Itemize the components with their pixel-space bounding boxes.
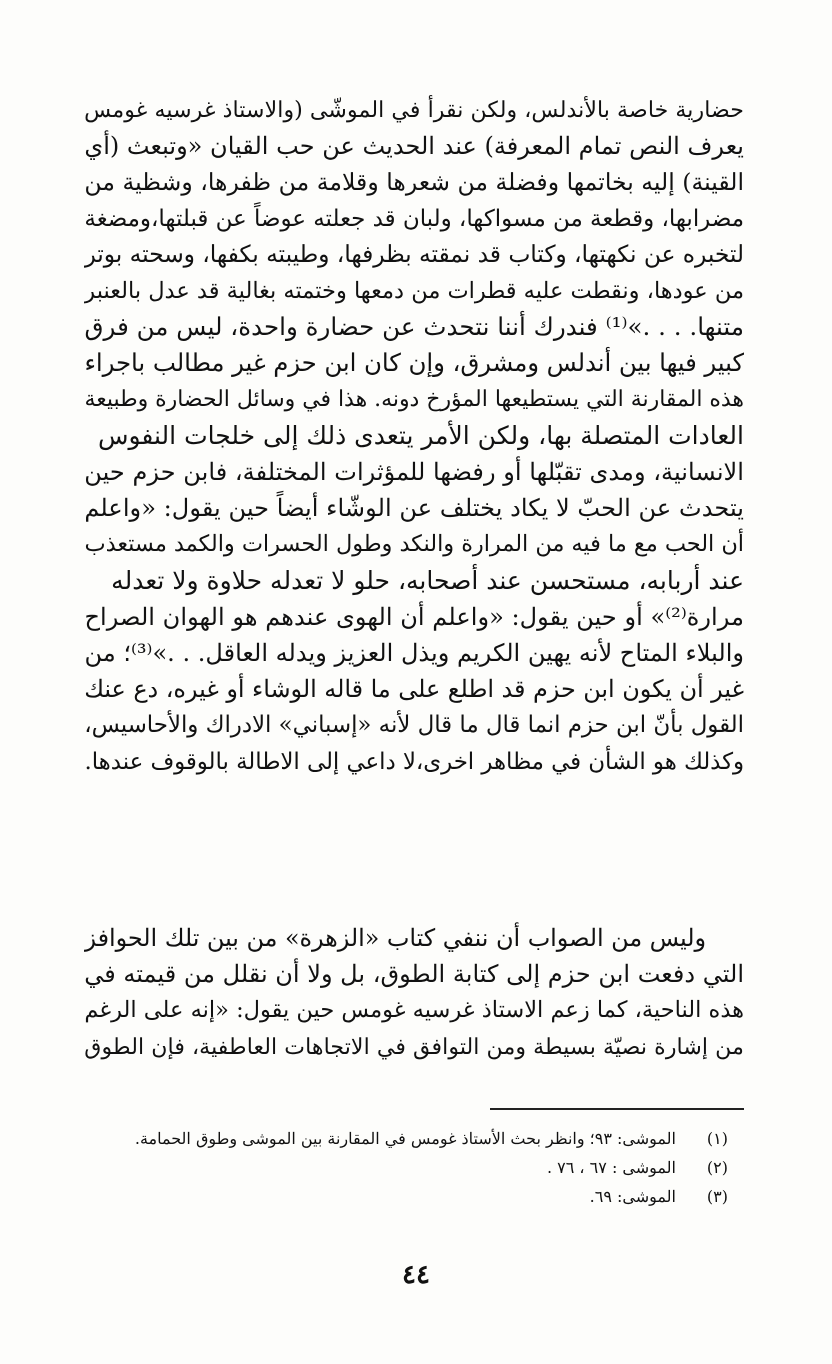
text-line: هذه المقارنة التي يستطيعها المؤرخ دونه. هذا في وسائل الحضارة وطبيعة: [84, 386, 744, 412]
text-line: والبلاء المتاح لأنه يهين الكريم ويذل العزيز ويدله العاقل. . .»⁽³⁾؛ من: [84, 639, 744, 668]
footnote-number: (٢): [706, 1158, 728, 1177]
text-line: يتحدث عن الحبّ لا يكاد يختلف عن الوشّاء أيضاً حين يقول: «واعلم: [84, 494, 744, 523]
text-line: القول بأنّ ابن حزم انما قال ما قال لأنه «إسباني» الادراك والأحاسيس،: [84, 712, 744, 739]
page-number: ٤٤: [402, 1260, 430, 1290]
text-line: مرارة⁽²⁾» أو حين يقول: «واعلم أن الهوى عندهم هو الهوان الصراح: [84, 602, 744, 631]
text-line: من إشارة نصيّة بسيطة ومن التوافق في الاتجاهات العاطفية، فإن الطوق: [84, 1033, 744, 1060]
footnote-divider: [490, 1108, 744, 1110]
text-line: كبير فيها بين أندلس ومشرق، وإن كان ابن حزم غير مطالب باجراء: [84, 348, 744, 378]
text-line: العادات المتصلة بها، ولكن الأمر يتعدى ذلك إلى خلجات النفوس: [97, 420, 744, 450]
footnote-number: (١): [706, 1129, 728, 1148]
footnote-3: [180, 1182, 728, 1211]
text-line: التي دفعت ابن حزم إلى كتابة الطوق، بل ولا أن نقلل من قيمته في: [84, 960, 744, 989]
footnote-2: [180, 1153, 728, 1182]
text-line: يعرف النص تمام المعرفة) عند الحديث عن حب القيان «وتبعث (أي: [84, 132, 744, 161]
text-line: من عودها، ونقطت عليه قطرات من دمعها وختمته بغالية قد عدل بالعنبر: [84, 278, 744, 305]
text-line: هذه الناحية، كما زعم الاستاذ غرسيه غومس حين يقول: «إنه على الرغم: [84, 997, 744, 1024]
text-line: الانسانية، ومدى تقبّلها أو رفضها للمؤثرات المختلفة، فابن حزم حين: [84, 458, 744, 487]
text-line: مضرابها، وقطعة من مسواكها، ولبان قد جعلته عوضاً عن قبلتها،ومضغة: [84, 205, 744, 232]
text-line: غير أن يكون ابن حزم قد اطلع على ما قاله الوشاء أو غيره، دع عنك: [84, 675, 744, 704]
text-line: عند أربابه، مستحسن عند أصحابه، حلو لا تعدله حلاوة ولا تعدله: [111, 565, 744, 595]
footnote-text: الموشى: ٦٩.: [589, 1187, 676, 1206]
footnote-number: (٣): [706, 1187, 728, 1206]
text-line: حضارية خاصة بالأندلس، ولكن نقرأ في الموشّى (والاستاذ غرسيه غومس: [84, 97, 744, 123]
footnote-1: [134, 1124, 728, 1153]
text-line: وكذلك هو الشأن في مظاهر اخرى،لا داعي إلى الاطالة بالوقوف عندها.: [84, 748, 744, 775]
main-paragraph: [84, 92, 744, 780]
text-line: لتخبره عن نكهتها، وكتاب قد نمقته بظرفها، وطيبته بكفها، وسحته بوتر: [84, 240, 744, 268]
footnotes: [134, 1124, 728, 1211]
second-paragraph: [84, 920, 744, 1065]
text-line: أن الحب مع ما فيه من المرارة والنكد وطول الحسرات والكمد مستعذب: [84, 531, 744, 558]
footnote-text: الموشى : ٦٧ ، ٧٦ .: [546, 1158, 676, 1177]
text-line: متنها. . . .»⁽¹⁾ فندرك أننا نتحدث عن حضارة واحدة، ليس من فرق: [84, 312, 744, 342]
text-line: وليس من الصواب أن ننفي كتاب «الزهرة» من بين تلك الحوافز: [84, 924, 706, 952]
footnote-text: الموشى: ٩٣؛ وانظر بحث الأستاذ غومس في المقارنة بين الموشى وطوق الحمامة.: [134, 1129, 676, 1148]
text-line: القينة) إليه بخاتمها وفضلة من شعرها وقلامة من ظفرها، وشظية من: [84, 168, 744, 197]
